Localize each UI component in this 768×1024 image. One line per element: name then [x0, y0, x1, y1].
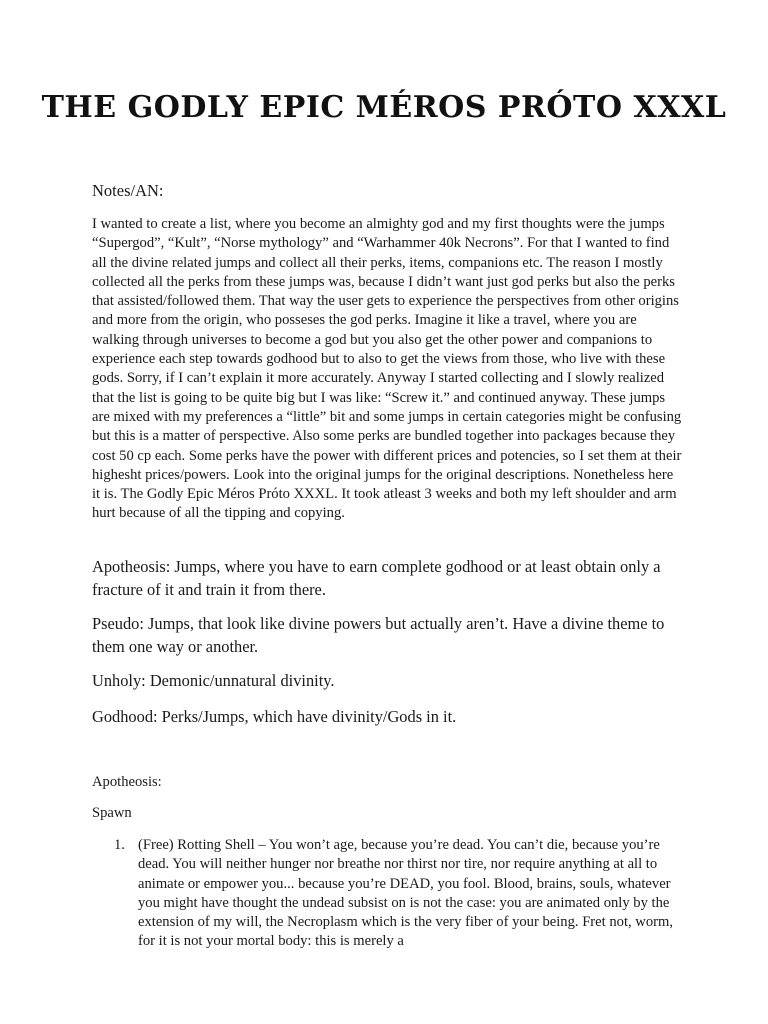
category-apotheosis: Apotheosis: Jumps, where you have to earn complete godhood or at least obtain only a fracture of it and train it from there. [92, 557, 661, 599]
category-pseudo: Pseudo: Jumps, that look like divine powers but actually aren’t. Have a divine theme to them one way or another. [92, 614, 665, 656]
document-title: THE GODLY EPIC MÉROS PRÓTO XXXL [41, 90, 727, 125]
list-item-number: 1. [114, 837, 125, 853]
perk-list [92, 836, 682, 952]
section-heading-apotheosis: Apotheosis: [92, 774, 162, 790]
notes-heading: Notes/AN: [92, 181, 164, 200]
list-item-text: (Free) Rotting Shell – You won’t age, because you’re dead. You can’t die, because you’re dead. You will neither hunger nor breathe nor thirst nor tire, nor require anything at all to animate or empower you... because you’re DEAD, you fool. Blood, brains, souls, whatever you might have thought the undead subsist on is not the case: you are animated only by the extension of my will, the Necroplasm which is the very fiber of your being. Fret not, worm, for it is not your mortal body: this is merely a [138, 837, 673, 950]
list-item [92, 836, 682, 952]
category-unholy: Unholy: Demonic/unnatural divinity. [92, 671, 335, 690]
notes-paragraph: I wanted to create a list, where you become an almighty god and my first thoughts were the jumps “Supergod”, “Kult”, “Norse mythology” and “Warhammer 40k Necrons”. For that I wanted to find all the divine related jumps and collect all their perks, items, companions etc. The reason I mostly collected all the perks from these jumps was, because I didn’t want just god perks but also the perks that assisted/followed them. That way the user gets to experience the perspectives from other origins and more from the origin, who posseses the god perks. Imagine it like a travel, where you are walking through universes to become a god but you also get the other power and companions to experience each step towards godhood but to also to get the views from those, who live with these gods. Sorry, if I can’t explain it more accurately. Anyway I started collecting and I slowly realized that the list is going to be quite big but I was like: “Screw it.” and continued anyway. These jumps are mixed with my preferences a “little” bit and some jumps in certain categories might be confusing but this is a matter of perspective. Also some perks are bundled together into packages because they cost 50 cp each. Some perks have the power with different prices and potencies, so I set them at their highesht prices/powers. Look into the original jumps for the original descriptions. Nonetheless here it is. The Godly Epic Méros Próto XXXL. It took atleast 3 weeks and both my left shoulder and arm hurt because of all the tipping and copying. [92, 216, 682, 522]
subsection-heading-spawn: Spawn [92, 805, 132, 821]
category-godhood: Godhood: Perks/Jumps, which have divinity/Gods in it. [92, 707, 457, 726]
